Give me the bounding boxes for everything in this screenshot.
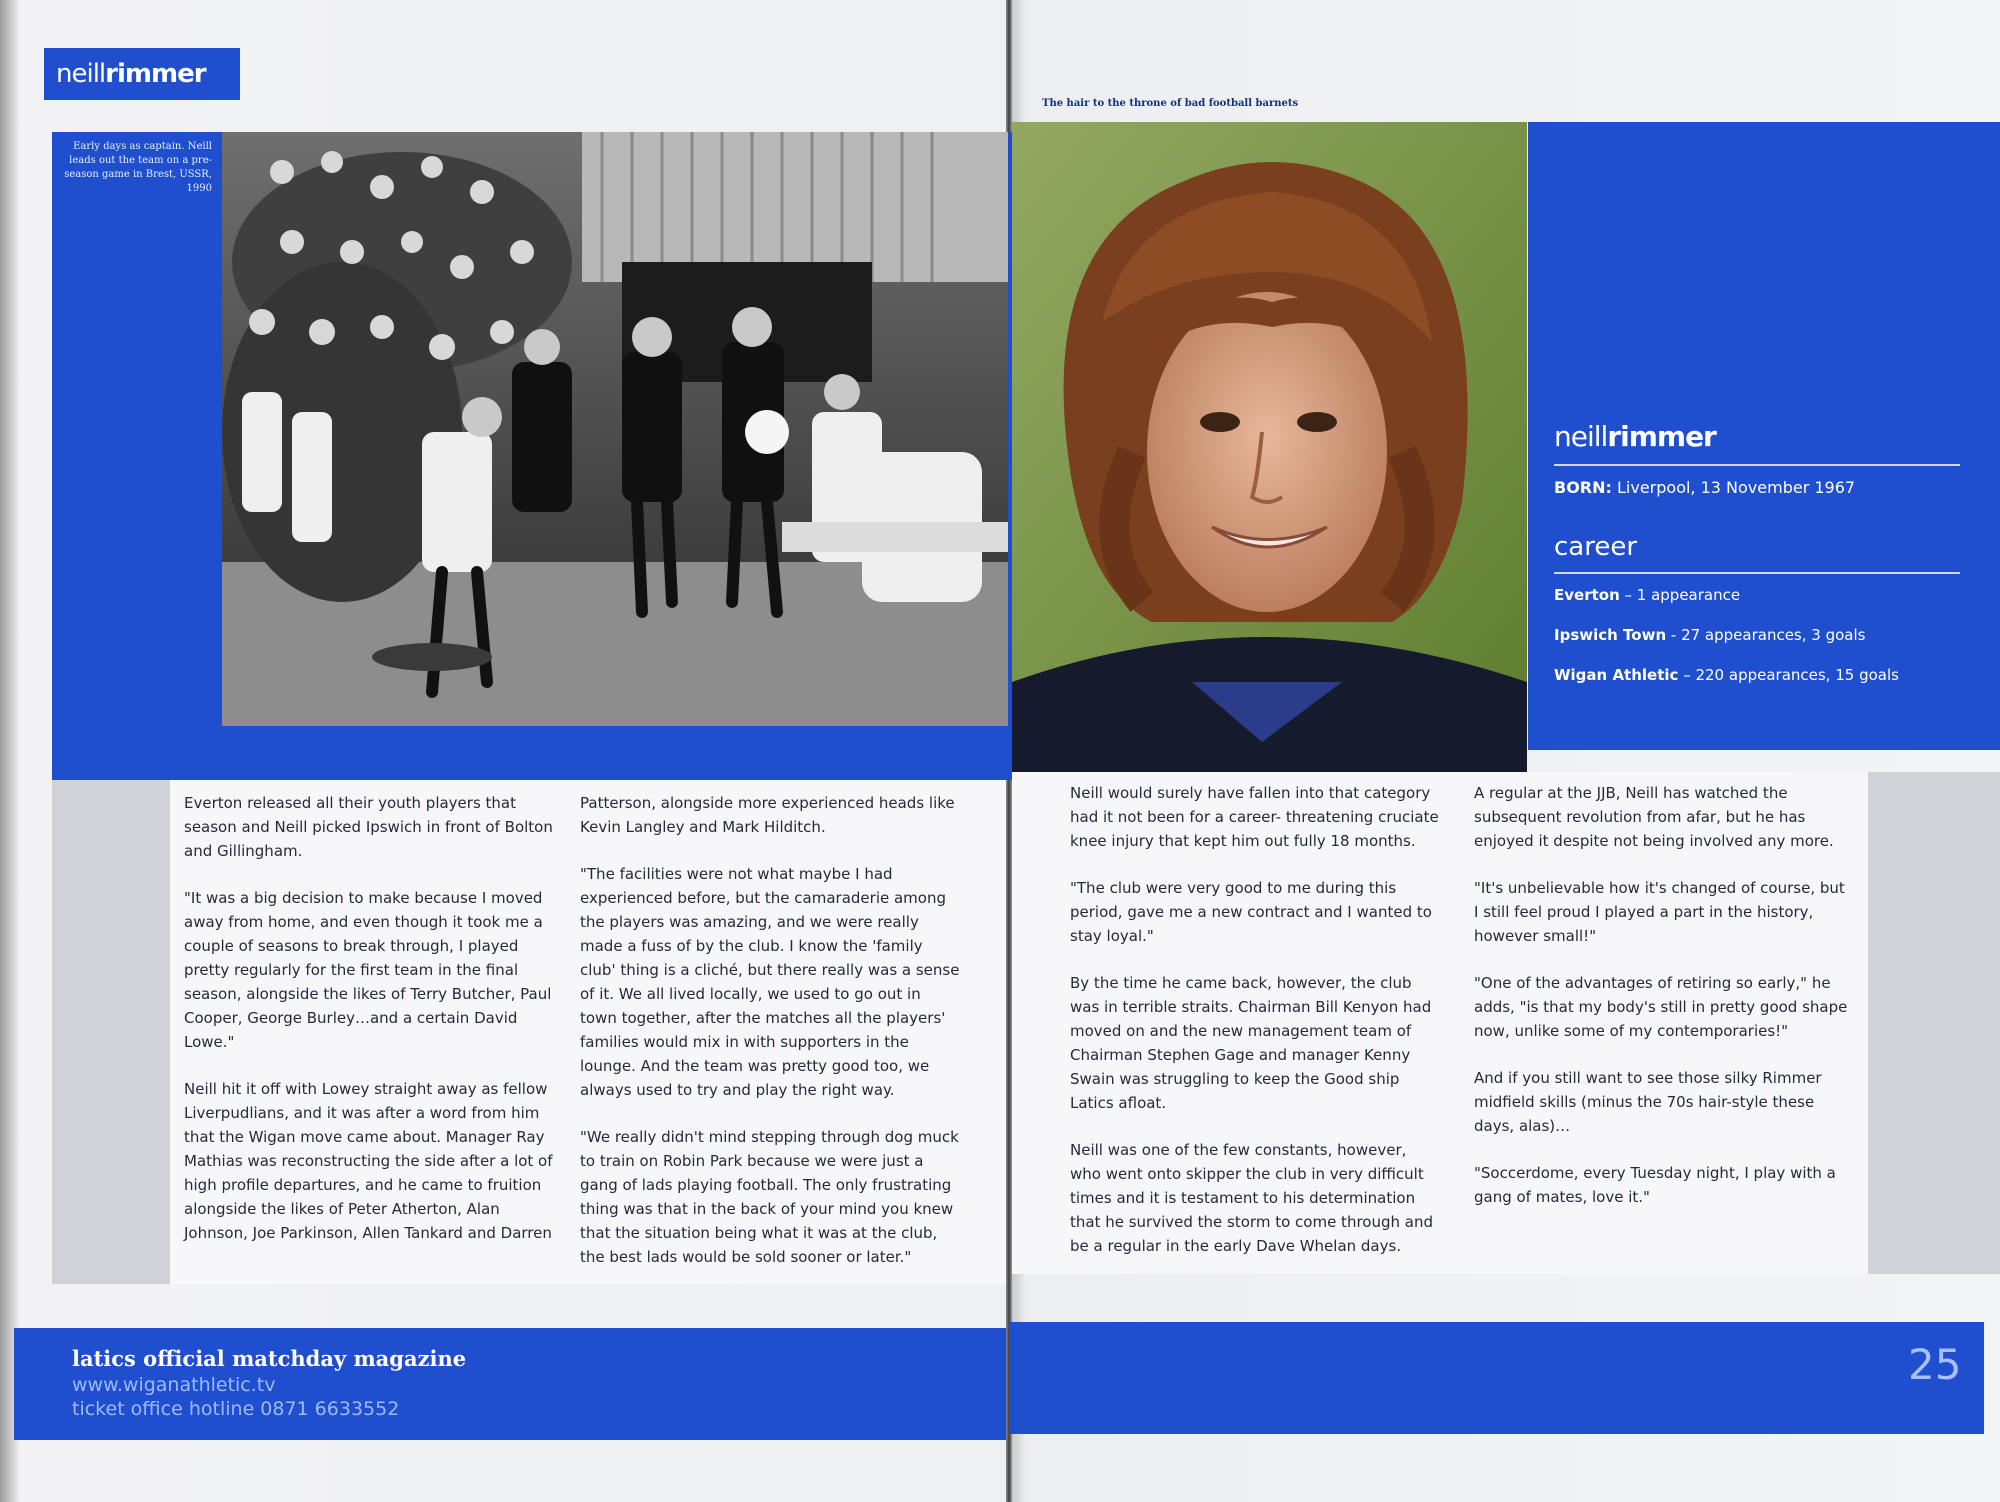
article-paragraph: Neill would surely have fallen into that category had it not been for a career- threatening cruciate knee injury that kept him out fully 18 months. <box>1070 784 1439 850</box>
article-paragraph: By the time he came back, however, the club was in terrible straits. Chairman Bill Kenyon had moved on and the new management team of Chairman Stephen Gage and manager Kenny Swain was struggling to keep the Good ship Latics afloat. <box>1070 974 1432 1112</box>
right-margin-panel <box>1868 772 2000 1274</box>
born-line <box>1554 478 1855 497</box>
ticket-hotline: ticket office hotline 0871 6633552 <box>72 1398 400 1420</box>
portrait-illustration <box>1012 122 1527 772</box>
article-paragraph: "It was a big decision to make because I moved away from home, and even though it took me a couple of seasons to break through, I played pretty regularly for the first team in the final season, alongside the likes of Terry Butcher, Paul Cooper, George Burley…and a certain David Lowe." <box>184 889 552 1051</box>
portrait-photo <box>1012 122 1527 772</box>
career-line-ipswich <box>1554 626 1865 644</box>
left-photo-caption: Early days as captain. Neill leads out the team on a pre-season game in Brest, USSR, 1990 <box>64 141 212 194</box>
career-detail: - 27 appearances, 3 goals <box>1666 626 1866 644</box>
article-paragraph: "One of the advantages of retiring so early," he adds, "is that my body's still in pretty good shape now, unlike some of my contemporaries!" <box>1474 974 1848 1040</box>
article-column-4 <box>1474 781 1850 1232</box>
header-name-bold: rimmer <box>105 59 206 89</box>
article-paragraph: "The club were very good to me during this period, gave me a new contract and I wanted to stay loyal." <box>1070 879 1432 945</box>
article-paragraph: And if you still want to see those silky Rimmer midfield skills (minus the 70s hair-style these days, alas)… <box>1474 1069 1822 1135</box>
career-detail: – 220 appearances, 15 goals <box>1678 666 1899 684</box>
career-divider <box>1554 572 1960 574</box>
profile-box <box>1528 122 2000 750</box>
header-name-light: neill <box>56 59 106 89</box>
profile-name-bold: rimmer <box>1607 420 1716 453</box>
article-paragraph: Everton released all their youth players that season and Neill picked Ipswich in front of Bolton and Gillingham. <box>184 794 553 860</box>
article-paragraph: "The facilities were not what maybe I had experienced before, but the camaraderie among the players was amazing, and we were really made a fuss of by the club. I know the 'family club' thing is a cliché, but there really was a sense of it. We all lived locally, we used to go out in town together, after the matches all the players' families would mix in with supporters in the lounge. And the team was pretty good too, we always used to try and play the right way. <box>580 865 960 1099</box>
born-label: BORN: <box>1554 478 1612 497</box>
article-column-3 <box>1070 781 1440 1281</box>
article-paragraph: A regular at the JJB, Neill has watched the subsequent revolution from afar, but he has enjoyed it despite not being involved any more. <box>1474 784 1834 850</box>
article-paragraph: "We really didn't mind stepping through dog muck to train on Robin Park because we were just a gang of lads playing football. The only frustrating thing was that in the back of your mind you knew that the situation being what it was at the club, the best lads would be sold sooner or later." <box>580 1128 959 1266</box>
profile-name <box>1554 420 1716 453</box>
born-value: Liverpool, 13 November 1967 <box>1611 478 1856 497</box>
left-margin-panel <box>52 780 170 1284</box>
career-heading: career <box>1554 532 1638 562</box>
career-club: Wigan Athletic <box>1554 666 1679 684</box>
career-line-everton <box>1554 586 1740 604</box>
career-detail: – 1 appearance <box>1619 586 1741 604</box>
footer-band-right <box>1010 1322 1984 1434</box>
right-photo-caption: The hair to the throne of bad football barnets <box>1042 98 1299 109</box>
team-walkout-illustration <box>222 132 1008 726</box>
website-url: www.wiganathletic.tv <box>72 1374 276 1396</box>
magazine-title: latics official matchday magazine <box>72 1346 467 1371</box>
section-header-tag <box>44 48 240 100</box>
team-walkout-photo <box>222 132 1008 726</box>
profile-name-light: neill <box>1554 420 1608 453</box>
article-paragraph: Neill hit it off with Lowey straight away as fellow Liverpudlians, and it was after a word from him that the Wigan move came about. Manager Ray Mathias was reconstructing the side after a lot of high profile departures, and he came to fruition alongside the likes of Peter Atherton, Alan Johnson, Joe Parkinson, Allen Tankard and Darren <box>184 1080 553 1242</box>
career-club: Ipswich Town <box>1554 626 1667 644</box>
article-paragraph: Neill was one of the few constants, however, who went onto skipper the club in very difficult times and it is testament to his determination that he survived the storm to come through and be a regular in the early Dave Whelan days. <box>1070 1141 1433 1255</box>
article-column-2 <box>580 791 960 1292</box>
article-column-1 <box>184 791 556 1268</box>
profile-divider <box>1554 464 1960 466</box>
career-line-wigan <box>1554 666 1899 684</box>
page-number: 25 <box>1908 1340 1962 1389</box>
career-club: Everton <box>1554 586 1620 604</box>
article-paragraph: Patterson, alongside more experienced heads like Kevin Langley and Mark Hilditch. <box>580 794 955 836</box>
article-paragraph: "It's unbelievable how it's changed of course, but I still feel proud I played a part in the history, however small!" <box>1474 879 1845 945</box>
article-paragraph: "Soccerdome, every Tuesday night, I play with a gang of mates, love it." <box>1474 1164 1836 1206</box>
